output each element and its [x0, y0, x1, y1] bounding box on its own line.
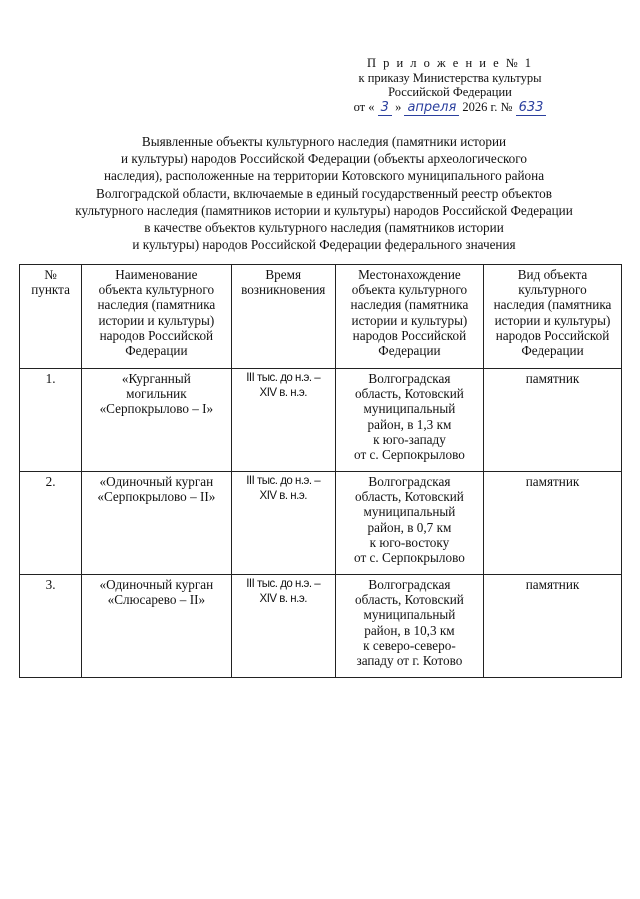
table-row [20, 369, 622, 472]
object-location: Волгоградская область, Котовский муниципальный район, в 1,3 км к юго-западу от с. Серпокрылово [335, 369, 483, 472]
table-header-row [20, 265, 622, 369]
date-month-handwritten: апреля [404, 101, 459, 117]
object-name: «Одиночный курган «Серпокрылово – II» [82, 472, 231, 575]
object-time: III тыс. до н.э. – XIV в. н.э. [231, 472, 335, 575]
appendix-header [300, 56, 600, 116]
date-mid: » [395, 99, 402, 114]
table-row [20, 575, 622, 678]
date-day-handwritten: 3 [378, 101, 392, 117]
row-number: 3. [20, 575, 82, 678]
object-type: памятник [483, 472, 621, 575]
header-time: Время возникновения [231, 265, 335, 369]
federation-line: Российской Федерации [388, 85, 512, 99]
document-title: Выявленные объекты культурного наследия (памятники истории и культуры) народов Российской Федерации (объекты археологического наследия), расположенные на территории Котовского муниципального района Волгоградской области, включаемые в единый государственный реестр объектов культурного наследия (памятников истории и культуры) народов Российской Федерации в качестве объектов культурного наследия (памятников истории и культуры) народов Российской Федерации федерального значения [75, 134, 573, 253]
object-type: памятник [483, 575, 621, 678]
heritage-objects-table [19, 264, 622, 678]
table-row [20, 472, 622, 575]
object-location: Волгоградская область, Котовский муниципальный район, в 0,7 км к юго-востоку от с. Серпокрылово [335, 472, 483, 575]
date-year: 2026 г. № [462, 99, 513, 114]
header-number: № пункта [20, 265, 82, 369]
order-number-handwritten: 633 [516, 101, 547, 117]
object-time: III тыс. до н.э. – XIV в. н.э. [231, 369, 335, 472]
object-name: «Одиночный курган «Слюсарево – II» [82, 575, 231, 678]
header-type: Вид объекта культурного наследия (памятника истории и культуры) народов Российской Федерации [483, 265, 621, 369]
row-number: 1. [20, 369, 82, 472]
object-time: III тыс. до н.э. – XIV в. н.э. [231, 575, 335, 678]
date-prefix: от « [353, 99, 375, 114]
header-name: Наименование объекта культурного наследия (памятника истории и культуры) народов Российской Федерации [82, 265, 231, 369]
object-name: «Курганный могильник «Серпокрылово – I» [82, 369, 231, 472]
header-location: Местонахождение объекта культурного наследия (памятника истории и культуры) народов Российской Федерации [335, 265, 483, 369]
order-line: к приказу Министерства культуры [358, 70, 542, 85]
object-type: памятник [483, 369, 621, 472]
object-location: Волгоградская область, Котовский муниципальный район, в 10,3 км к северо-северо- западу от г. Котово [335, 575, 483, 678]
appendix-label: П р и л о ж е н и е № 1 [366, 56, 534, 70]
row-number: 2. [20, 472, 82, 575]
date-line [300, 100, 600, 117]
